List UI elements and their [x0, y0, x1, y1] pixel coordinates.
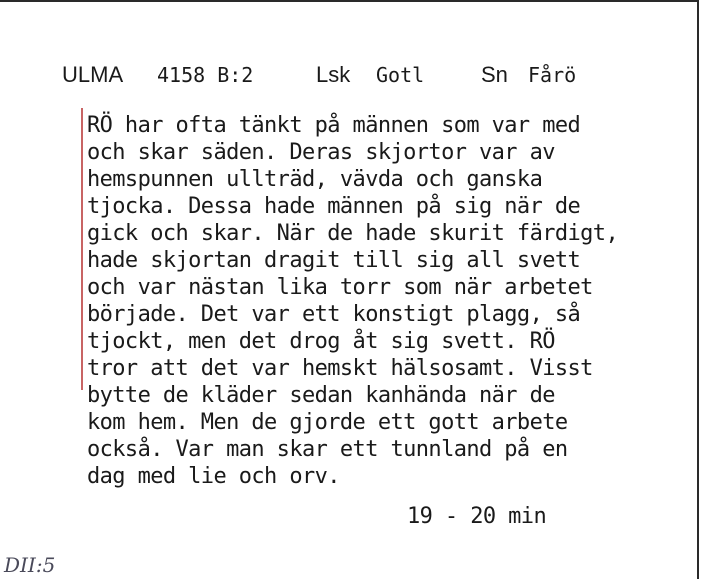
- text-line: bytte de kläder sedan kanhända när de: [87, 383, 555, 408]
- text-line: tror att det var hemskt hälsosamt. Visst: [87, 356, 593, 381]
- card-border-top: [0, 0, 697, 2]
- recording-duration: 19 - 20 min: [407, 504, 547, 529]
- card-header: [0, 58, 697, 92]
- socken-label: Sn: [481, 62, 508, 87]
- text-line: RÖ har ofta tänkt på männen som var med: [87, 113, 581, 138]
- text-line: hemspunnen ullträd, vävda och ganska: [87, 167, 543, 192]
- text-line: hade skjortan dragit till sig all svett: [87, 248, 581, 273]
- text-line: kom hem. Men de gjorde ett gott arbete: [87, 410, 568, 435]
- record-number: 4158 B:2: [157, 63, 254, 87]
- text-line: tjockt, men det drog åt sig svett. RÖ: [87, 329, 555, 354]
- landskap-value: Gotl: [376, 63, 425, 87]
- margin-line: [81, 108, 83, 390]
- landskap-label: Lsk: [316, 62, 351, 87]
- text-line: tjocka. Dessa hade männen på sig när de: [87, 194, 581, 219]
- card-border-right: [697, 0, 699, 579]
- text-line: dag med lie och orv.: [87, 464, 340, 489]
- text-line: gick och skar. När de hade skurit färdigt,: [87, 221, 619, 246]
- archive-name: ULMA: [62, 62, 124, 87]
- text-line: och var nästan lika torr som när arbetet: [87, 275, 593, 300]
- text-line: började. Det var ett konstigt plagg, så: [87, 302, 581, 327]
- record-body: [87, 112, 687, 490]
- text-line: också. Var man skar ett tunnland på en: [87, 437, 568, 462]
- handwritten-note: DII:5: [4, 553, 56, 577]
- socken-value: Fårö: [528, 63, 577, 87]
- text-line: och skar säden. Deras skjortor var av: [87, 140, 555, 165]
